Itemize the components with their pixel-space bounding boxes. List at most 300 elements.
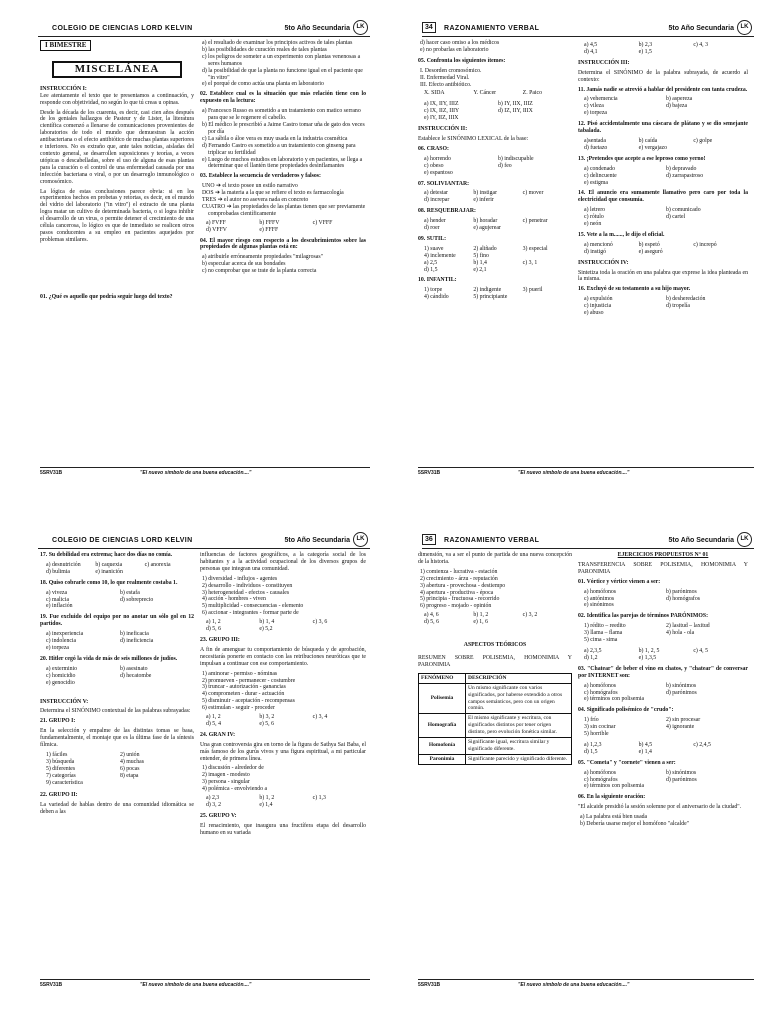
option: 1) frío <box>584 717 599 724</box>
question-15: 15. Vete a la m......, le dijo el oficial. <box>578 231 665 238</box>
option: c) 4, 5 <box>693 647 708 654</box>
school-logo: LK <box>353 20 368 35</box>
option: d) bajeza <box>666 103 688 110</box>
page-title: MISCELÁNEA <box>52 61 182 78</box>
page-header <box>422 22 754 37</box>
options-grid <box>584 623 748 644</box>
subject-name: RAZONAMIENTO VERBAL <box>444 25 540 32</box>
option: e) neón <box>584 221 602 228</box>
option: d) fuetazo <box>584 144 608 151</box>
option: 4) polémica - envolviendo a <box>202 786 268 793</box>
instruction-text: Sintetiza toda la oración en una palabra que exprese la idea planteada en la misma. <box>578 269 748 283</box>
option: d) ineficiencia <box>120 638 154 645</box>
table-cell: Significante igual, escritura similar y significado diferente. <box>466 738 572 755</box>
instruction-heading: INSTRUCCIÓN V: <box>40 698 89 705</box>
options-grid <box>424 287 572 301</box>
option: a) expulsión <box>584 296 613 303</box>
option: d) la posibilidad de que la planta no funcione igual en el paciente que "in vitro" <box>202 67 363 81</box>
option: 2) sin procesar <box>666 717 701 724</box>
option: b) comunicado <box>666 207 701 214</box>
option: a)sentada <box>584 137 606 144</box>
question-10: 10. INFANTIL: <box>418 277 457 284</box>
instruction-text: Determina el SINÓNIMO de la palabra subrayada, de acuerdo al contexto: <box>578 69 748 83</box>
option: 2) imagen - modesto <box>202 772 250 779</box>
option: a) horrendo <box>424 155 451 162</box>
page-header <box>38 534 370 549</box>
column-right <box>200 552 366 840</box>
exercises-title: EJERCICIOS PROPUESTOS N° 01 <box>617 552 709 558</box>
table-row <box>419 754 572 764</box>
option: b) desheredación <box>666 296 706 303</box>
option: 5) principiante <box>473 294 508 301</box>
options-grid <box>206 795 366 809</box>
option: c) mover <box>522 190 544 197</box>
option: b) 3, 2 <box>259 714 275 721</box>
exercises-subtitle: TRANSFERENCIA SOBRE POLISEMIA, HOMONIMIA Y PARONIMIA <box>578 561 748 575</box>
options-grid <box>584 770 748 791</box>
option: e) 5,2 <box>259 626 273 633</box>
option: b) depravado <box>666 165 697 172</box>
options-grid <box>584 296 748 317</box>
footer-motto: "El nuevo símbolo de una buena educación...." <box>140 982 252 988</box>
option: c) homógrafos <box>584 776 618 783</box>
option: 3) llama – flama <box>584 630 623 637</box>
option: e) torpeza <box>584 110 608 117</box>
question-03: 03. Establece la secuencia de verdaderos y falsos: <box>200 173 321 180</box>
question-07: 07. SOLIVIANTAR: <box>418 180 470 187</box>
page-number: 36 <box>422 534 436 545</box>
option: d) Fernando Castro es sometido a un tratamiento con ginseng para triplicar su fertilidad <box>202 142 356 156</box>
option: e) IY, IIZ, IIIX <box>424 115 459 122</box>
table-cell: Homofonía <box>419 738 466 755</box>
option: a) vehemencia <box>584 96 618 103</box>
option: b) parónimos <box>666 588 697 595</box>
options-grid <box>424 190 572 204</box>
option: 2) desarrollo - individuos - constituyen <box>202 582 293 589</box>
option: d) tropelía <box>666 303 690 310</box>
label: X. SIDA <box>424 90 445 97</box>
question-23: 23. GRUPO III: <box>200 636 240 643</box>
question-16: 16. Excluyó de su testamento a su hijo mayor. <box>578 286 691 293</box>
option: c) indolencia <box>46 638 77 645</box>
option: c) injusticia <box>584 303 612 310</box>
options-grid <box>46 752 194 787</box>
option: a) homófonos <box>584 769 617 776</box>
option: d) instigó <box>584 248 607 255</box>
option: 6) estimulan - seguir - proceder <box>202 705 275 712</box>
option: b) aspereza <box>666 96 693 103</box>
table-cell: El mismo significante y escritura, con significados distintos por tener origen distinto, pero evolución fonética similar. <box>466 714 572 738</box>
school-name: COLEGIO DE CIENCIAS LORD KELVIN <box>52 25 193 32</box>
option: 2) aliñado <box>473 245 497 252</box>
option: a) el resultado de examinar los principios activos de tales plantas <box>202 40 353 46</box>
bimestre-label: I BIMESTRE <box>40 40 91 51</box>
question-18: 18. Quiso cobrarle como 10, lo que realmente costaba 1. <box>40 579 178 586</box>
option: a) homófonos <box>584 588 617 595</box>
option: d) VFFV <box>206 226 227 233</box>
question-25: 25. GRUPO V: <box>200 812 237 819</box>
option: c) 3, 1 <box>522 259 538 266</box>
school-name: COLEGIO DE CIENCIAS LORD KELVIN <box>52 537 193 544</box>
option: b) 1, 2, 5 <box>638 647 660 654</box>
spacer <box>523 253 572 260</box>
option: a) FVFF <box>206 219 226 226</box>
option: b) instigar <box>473 190 497 197</box>
option: 5) disminuir - aceptación - recompensas <box>202 698 295 705</box>
option: 4) acción - hombres - viven <box>202 596 266 603</box>
options-grid <box>584 42 748 56</box>
page-footer <box>40 979 370 988</box>
option: d) IZ, IIY, IIIX <box>498 108 533 115</box>
grade-label: 5to Año Secundaria <box>284 537 350 544</box>
question-02: 02. Establece cual es la situación que más relación tiene con lo expuesto en la lectura: <box>200 91 366 105</box>
option: 6) accionar - integrantes - formar parte de <box>202 610 299 617</box>
question-text: influencias de factores geográficos, a la categoría social de los habitantes y a la actividad ocupacional de los diversos grupos de personas que integran una comunidad. <box>200 552 366 572</box>
options-grid <box>46 631 194 652</box>
table-row <box>419 683 572 714</box>
question-04: 04. El mayor riesgo con respecto a los descubrimientos sobre las propiedades de algunas plantas está en: <box>200 237 366 251</box>
option: 4) ignorante <box>666 724 695 731</box>
option: e) no probarlas en laboratorio <box>420 46 489 53</box>
statement: DOS ➔ la materia a la que se refiere el texto es farmacología <box>202 190 344 197</box>
column-left <box>40 552 194 819</box>
reading-paragraph: La lógica de estas conclusiones parece obvia: si en los experimentos hechos en probetas y retortas, es decir, en el mundo del vidrio del laboratorio ("in vitro") el extracto de una planta logra matar un cultivo de determinada bacteria, o si logra inhibir el desarrollo de un virus, o permite detener el crecimiento de una célula cancerosa, lo lógico es que de inmediato se realicen otros pasos conducentes a su empleo en pacientes aquejados por problemas similares. <box>40 188 194 243</box>
option: b) 4,5 <box>638 741 653 748</box>
option: 4) apertura - productiva - época <box>420 589 494 596</box>
option: c) obeso <box>424 162 444 169</box>
grade-label: 5to Año Secundaria <box>284 25 350 32</box>
option: a) 1, 2 <box>206 714 221 721</box>
option: a) exterminio <box>46 665 78 672</box>
option: c) penetrar <box>522 218 548 225</box>
option: d) 3, 2 <box>206 802 221 808</box>
column-left <box>418 552 572 765</box>
option: c) La sábila o áloe vera es muy usada en la industria cosmética <box>202 135 348 142</box>
option: b) sinónimos <box>666 769 697 776</box>
page-4 <box>384 512 768 1024</box>
instruction-heading: INSTRUCCIÓN II: <box>418 126 468 133</box>
options-grid <box>584 166 748 187</box>
option: 4) hola - ola <box>666 630 695 637</box>
school-logo: LK <box>353 532 368 547</box>
option: 1) torpe <box>424 287 443 294</box>
option: 3) especial <box>522 245 548 252</box>
option: d) parónimos <box>666 776 697 783</box>
option: b) 2,3 <box>638 42 653 48</box>
option: 5) principia - fructuosa - recorrido <box>420 596 500 603</box>
options-grid <box>584 717 748 738</box>
instruction-text: Lee atentamente el texto que te presentamos a continuación, y responde con objetividad, no según lo que tú creas u opinas. <box>40 92 194 106</box>
item: I. Desorden cromosómico. <box>420 67 482 74</box>
option: d) 5, 6 <box>206 626 221 633</box>
table-cell: Un mismo significante con varios significados, por haberse extendido a otros campos semánticos, pero con un origen común. <box>466 683 572 714</box>
option: a) detestar <box>424 190 448 197</box>
statement: CUATRO ➔ las propiedades de las plantas tienen que ser previamente comprobadas científicamente <box>202 203 366 217</box>
option: d) bulimia <box>46 568 70 575</box>
option: 3) heterogeneidad - efectos - causales <box>202 589 290 596</box>
question-14: 14. El anuncio era sumamente llamativo pero caro por toda la electricidad que consumía. <box>578 190 748 204</box>
options-grid <box>46 666 194 687</box>
option: a) 2,3,5 <box>584 647 602 654</box>
option: 9) característica <box>46 779 83 786</box>
option: b) El médico le prescribió a Jaime Castro tomar uña de gato dos veces por día <box>202 121 365 135</box>
option: a) 4,5 <box>584 42 598 48</box>
question-05: 05. Confronta los siguientes ítemes: <box>418 57 506 64</box>
option: b) FFFV <box>259 219 280 226</box>
instruction-heading: INSTRUCCIÓN I: <box>40 85 87 92</box>
options-grid <box>424 218 572 232</box>
question-11: 11. Jamás nadie se atrevió a hablar del presidente con tanta crudeza. <box>578 86 748 93</box>
option: 5) horrible <box>584 731 609 738</box>
statement: UNO ➔ el texto posee un estilo narrativo <box>202 183 298 190</box>
options-grid <box>584 96 748 117</box>
option: c) 4, 3 <box>693 42 708 48</box>
option: a) 2,3 <box>206 795 220 802</box>
column-right <box>578 40 748 321</box>
option: 4) comprometen - durar - actuación <box>202 691 285 698</box>
option: c) 3, 6 <box>312 619 328 626</box>
options-grid <box>424 612 572 626</box>
question-text: La variedad de hablas dentro de una comunidad idiomática se deben a las <box>40 802 194 816</box>
option: c) malicia <box>46 596 70 603</box>
option: e) 5, 6 <box>259 720 274 727</box>
instruction-text: Establece le SINÓNIMO LEXICAL de la base: <box>418 135 529 142</box>
options-grid <box>424 156 572 177</box>
option: 5) fino <box>473 252 489 259</box>
question-19: 19. Fue excluido del equipo por no anotar un sólo gol en 12 partidos. <box>40 614 194 628</box>
option: 4) inclemente <box>424 252 456 259</box>
footer-motto: "El nuevo símbolo de una buena educación...." <box>140 470 252 476</box>
footer-motto: "El nuevo símbolo de una buena educación...." <box>518 470 630 476</box>
option: d) cartel <box>666 214 686 221</box>
question-text: Una gran controversia gira en torno de la figura de Sathya Sai Baba, el más famoso de los gurús vivos y una figura espiritual, a mi particular entender, de primera línea. <box>200 741 366 762</box>
option: c) VFFF <box>312 219 333 226</box>
option: e) agujerear <box>473 225 501 232</box>
option: 1) aminorar - permiso - nóminas <box>202 670 278 677</box>
option: d) hacer caso omiso a los médicos <box>420 40 500 46</box>
option: c) rótulo <box>584 214 604 221</box>
option: d) 1,5 <box>584 748 598 755</box>
option: a) viveza <box>46 589 68 596</box>
option: d) 1,5 <box>424 266 438 273</box>
page-number: 34 <box>422 22 436 33</box>
table-header: DESCRIPCIÓN <box>466 673 572 683</box>
option: a) letrero <box>584 207 606 214</box>
options-grid <box>584 648 748 662</box>
page-footer <box>418 979 754 988</box>
option: c) homicidio <box>46 672 76 679</box>
option: e) inflación <box>46 603 73 610</box>
option: 1) fáciles <box>46 751 68 758</box>
question-text: El renacimiento, que inaugura una fructífera etapa del desarrollo humano en su variada <box>200 822 366 836</box>
table-header: FENÓMENO <box>419 673 466 683</box>
option: e) estigma <box>584 179 608 186</box>
question-20: 20. Hitler cegó la vida de más de seis millones de judíos. <box>40 655 178 662</box>
option: a) 2,5 <box>424 259 438 266</box>
option: 3) sin cocinar <box>584 724 616 731</box>
option: 4) cándido <box>424 294 449 301</box>
column-left <box>418 40 572 305</box>
option: e) 1,4 <box>259 802 273 808</box>
page-footer <box>40 467 370 476</box>
option: 6) progreso - mojado - opinión <box>420 603 492 610</box>
option: d) feo <box>498 162 512 169</box>
option: 2) lasitud – laxitud <box>666 623 710 630</box>
option: e) FFFF <box>259 226 279 233</box>
option: c) 3, 2 <box>522 612 538 619</box>
question-09: 09. SUTIL: <box>418 235 447 242</box>
option: e) inferir <box>473 197 494 204</box>
school-logo: LK <box>737 532 752 547</box>
grade-label: 5to Año Secundaria <box>668 537 734 544</box>
option: 3) pueril <box>522 287 543 294</box>
footer-motto: "El nuevo símbolo de una buena educación...." <box>518 982 630 988</box>
option: 1) rédito – reedito <box>584 623 626 630</box>
option: d) 5, 4 <box>206 720 221 727</box>
option: e) inanición <box>95 568 123 575</box>
options-grid <box>584 683 748 704</box>
option: c) golpe <box>693 137 713 144</box>
option: 1) diversidad - influjos - agentes <box>202 575 278 582</box>
option: b) estafa <box>120 589 140 596</box>
option: b) Debería usarse mejor el homófono "alcalde" <box>580 821 690 828</box>
options-grid <box>584 138 748 152</box>
option: d) 1,2 <box>584 654 598 661</box>
question-17: 17. Su debilidad era extrema; hace dos días no comía. <box>40 552 173 558</box>
exercise-06: 06. En la siguiente oración: <box>578 794 646 801</box>
exercise-03: 03. "Chatear" de beber el vino en chatos, y "chatear" de conversar por INTERNET son: <box>578 665 748 679</box>
table-row <box>419 738 572 755</box>
option: b) IY, IIX, IIIZ <box>498 101 533 108</box>
option: b) asesinato <box>120 665 148 672</box>
option: d) sobreprecio <box>120 596 154 603</box>
option: b) indiscupable <box>498 155 534 162</box>
question-13: 13. ¡Pretendes que acepte a ese leproso como yerno! <box>578 155 706 162</box>
option: a) hender <box>424 218 446 225</box>
question-12: 12. Pisó accidentalmente una cáscara de plátano y se dio semejante tabalada. <box>578 121 748 135</box>
option: e) el porqué de como actúa una planta en laboratorio <box>202 81 324 88</box>
option: a) IX, IIY, IIIZ <box>424 101 459 108</box>
item: III. Efecto antibiótico. <box>420 81 472 88</box>
question-08: 08. RESQUEBRAJAR: <box>418 208 476 215</box>
options-grid <box>46 590 194 611</box>
section-subtitle: RESUMEN SOBRE POLISEMIA, HOMONIMIA Y PARONIMIA <box>418 654 572 668</box>
option: c) increpó <box>693 241 717 248</box>
option: b) espetó <box>638 241 660 248</box>
option: d) hecatombe <box>120 672 152 679</box>
option: a) mencionó <box>584 241 613 248</box>
option: a) La palabra está bien usada <box>580 814 648 821</box>
option: b) caquexia <box>95 561 123 568</box>
option: e) espantoso <box>424 169 453 176</box>
option: a) homófonos <box>584 682 617 689</box>
subject-name: RAZONAMIENTO VERBAL <box>444 537 540 544</box>
option: b) 1, 2 <box>259 795 275 802</box>
option: e) 1,3,5 <box>638 654 657 661</box>
labels-grid <box>424 90 572 97</box>
option: e) 2,1 <box>473 266 487 273</box>
column-right <box>578 552 748 828</box>
option: a) inexperiencia <box>46 631 84 638</box>
question-text: A fin de amenguar tu comportamiento de búsqueda y de aprobación, necesitarás ponerte en contacto con las retribuciones neuróticas que te impulsan a continuar con ese comportamiento. <box>200 646 366 667</box>
option: e) torpeza <box>46 644 70 651</box>
option: 3) abertura - provechosa - destiempo <box>420 582 506 589</box>
exercise-02: 02. Identifica las parejas de términos PARÓNIMOS: <box>578 613 709 620</box>
options-grid <box>206 619 366 633</box>
option: e) Luego de muchos estudios en laboratorio y en pacientes, se llega a determinar que el llantén tiene propiedades desinflamantes <box>202 156 363 170</box>
exercise-05: 05. "Cometa" y "cornete" vienen a ser: <box>578 759 676 766</box>
exercise-04: 04. Significado polisémico de "crudo": <box>578 707 674 714</box>
section-title: ASPECTOS TEÓRICOS <box>463 642 527 649</box>
option: e) abuso <box>584 310 604 317</box>
column-left <box>40 40 194 304</box>
option: a) atribuirle erróneamente propiedades "milagrosas" <box>202 254 323 261</box>
question-24: 24. GRAN IV: <box>200 731 236 738</box>
option: b) 1, 4 <box>259 619 275 626</box>
options-grid <box>424 101 572 122</box>
option: d) 4,1 <box>584 48 598 55</box>
option: 2) promueven - permanecer - costumbre <box>202 677 296 684</box>
page-2 <box>384 0 768 512</box>
option: 2) indigente <box>473 287 502 294</box>
option: 1) suave <box>424 245 444 252</box>
option: e) sinónimos <box>584 602 614 609</box>
option: b) 1, 2 <box>473 612 489 619</box>
option: b) caída <box>638 137 658 144</box>
instruction-text: Determina el SINÓNIMO contextual de las palabras subrayadas: <box>40 708 191 715</box>
option: c) delincuente <box>584 172 617 179</box>
option: e) genocidio <box>46 679 75 686</box>
question-01: 01. ¿Qué es aquello que podría seguir luego del texto? <box>40 293 173 300</box>
footer-code: 5SRV31B <box>40 982 63 988</box>
option: 2) crecimiento - árzu - reputación <box>420 575 498 582</box>
question-21: 21. GRUPO I: <box>40 718 76 725</box>
option: c) IX, IIZ, IIIY <box>424 108 460 115</box>
footer-code: 5SRV31B <box>418 470 441 476</box>
page-1 <box>0 0 384 512</box>
option: a) Francesco Russo es sometido a un tratamiento con matico serrano para que se le regenere el cabello. <box>202 108 361 122</box>
option: a) desnutrición <box>46 561 81 568</box>
option: b) sinónimos <box>666 682 697 689</box>
question-22: 22. GRUPO II: <box>40 792 78 799</box>
option: 8) etapa <box>120 772 139 779</box>
option: 5) multiplicidad - consecuencias - elemento <box>202 603 304 610</box>
table-cell: Polisemia <box>419 683 466 714</box>
label: Y. Cáncer <box>473 90 497 97</box>
options-grid <box>206 220 366 234</box>
question-text: "El alcaide presidió la sesión solemne por el aniversario de la ciudad". <box>578 804 742 811</box>
option: 5) diferentes <box>46 765 76 772</box>
instruction-heading: INSTRUCCIÓN III: <box>578 59 630 66</box>
option: 1) comienza - lucrativa - estación <box>420 568 498 575</box>
page-footer <box>418 467 754 476</box>
options-grid <box>584 242 748 256</box>
option: c) homógrafos <box>584 689 618 696</box>
option: d) increpar <box>424 197 450 204</box>
question-text: dimensión, va a ser el punto de partida de una nueva concepción de la historia. <box>418 552 572 565</box>
instruction-heading: INSTRUCCIÓN IV: <box>578 259 629 266</box>
option: d) zarrapastroso <box>666 172 704 179</box>
option: e) términos con polisemia <box>584 783 645 790</box>
option: c) antónimos <box>584 595 615 602</box>
option: 1) discusión - alrededor de <box>202 765 264 772</box>
options-grid <box>584 589 748 610</box>
table-cell: Paronimia <box>419 754 466 764</box>
option: a) 1, 2 <box>206 619 221 626</box>
option: b) las posibilidades de curación reales de tales plantas <box>202 46 327 53</box>
option: c) no comprobar que se trate de la planta correcta <box>202 268 317 275</box>
option: 7) categorías <box>46 772 76 779</box>
